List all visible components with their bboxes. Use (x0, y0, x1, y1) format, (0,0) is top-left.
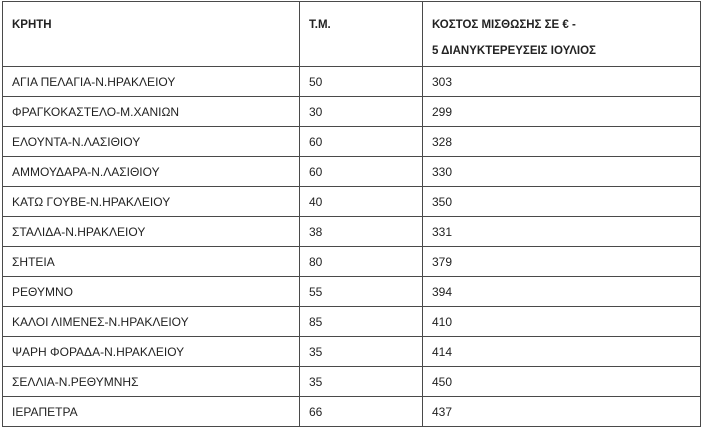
header-area-label: Τ.Μ. (309, 19, 331, 31)
header-region (3, 2, 300, 67)
cell-cost: 328 (423, 127, 701, 157)
cell-location: ΦΡΑΓΚΟΚΑΣΤΕΛΟ-Μ.ΧΑΝΙΩΝ (3, 97, 300, 127)
cell-sqm: 85 (300, 307, 423, 337)
cell-sqm: 50 (300, 67, 423, 97)
cell-location: ΣΕΛΛΙΑ-Ν.ΡΕΘΥΜΝΗΣ (3, 367, 300, 397)
cell-location: ΣΤΑΛΙΔΑ-Ν.ΗΡΑΚΛΕΙΟΥ (3, 217, 300, 247)
cell-cost: 350 (423, 187, 701, 217)
cell-location: ΚΑΤΩ ΓΟΥΒΕ-Ν.ΗΡΑΚΛΕΙΟΥ (3, 187, 300, 217)
table-row (3, 217, 701, 247)
cell-cost: 303 (423, 67, 701, 97)
table-row (3, 307, 701, 337)
cell-cost: 414 (423, 337, 701, 367)
cell-location: ΣΗΤΕΙΑ (3, 247, 300, 277)
cell-location: ΑΓΙΑ ΠΕΛΑΓΙΑ-Ν.ΗΡΑΚΛΕΙΟΥ (3, 67, 300, 97)
header-area (300, 2, 423, 67)
cell-location: ΚΑΛΟΙ ΛΙΜΕΝΕΣ-Ν.ΗΡΑΚΛΕΙΟΥ (3, 307, 300, 337)
cell-sqm: 60 (300, 127, 423, 157)
rental-cost-table (2, 1, 701, 427)
cell-sqm: 80 (300, 247, 423, 277)
cell-sqm: 60 (300, 157, 423, 187)
header-region-label: ΚΡΗΤΗ (12, 19, 52, 31)
header-cost (423, 2, 701, 67)
cell-cost: 450 (423, 367, 701, 397)
table-row (3, 247, 701, 277)
table-row (3, 157, 701, 187)
cell-location: ΕΛΟΥΝΤΑ-Ν.ΛΑΣΙΘΙΟΥ (3, 127, 300, 157)
cell-cost: 299 (423, 97, 701, 127)
cell-location: ΑΜΜΟΥΔΑΡΑ-Ν.ΛΑΣΙΘΙΟΥ (3, 157, 300, 187)
cell-cost: 331 (423, 217, 701, 247)
table-row (3, 187, 701, 217)
cell-sqm: 35 (300, 337, 423, 367)
table-row (3, 397, 701, 427)
cell-sqm: 38 (300, 217, 423, 247)
cell-location: ΡΕΘΥΜΝΟ (3, 277, 300, 307)
header-cost-line1: ΚΟΣΤΟΣ ΜΙΣΘΩΣΗΣ ΣΕ € - (432, 19, 576, 31)
table-row (3, 337, 701, 367)
cell-sqm: 66 (300, 397, 423, 427)
table-row (3, 127, 701, 157)
cell-sqm: 35 (300, 367, 423, 397)
table-row (3, 67, 701, 97)
table-row (3, 277, 701, 307)
cell-sqm: 40 (300, 187, 423, 217)
cell-cost: 394 (423, 277, 701, 307)
cell-location: ΙΕΡΑΠΕΤΡΑ (3, 397, 300, 427)
cell-cost: 379 (423, 247, 701, 277)
header-cost-line2: 5 ΔΙΑΝΥΚΤΕΡΕΥΣΕΙΣ ΙΟΥΛΙΟΣ (432, 45, 596, 57)
table-row (3, 367, 701, 397)
cell-location: ΨΑΡΗ ΦΟΡΑΔΑ-Ν.ΗΡΑΚΛΕΙΟΥ (3, 337, 300, 367)
table-header-row (3, 2, 701, 67)
cell-cost: 410 (423, 307, 701, 337)
cell-sqm: 30 (300, 97, 423, 127)
cell-sqm: 55 (300, 277, 423, 307)
table-row (3, 97, 701, 127)
cell-cost: 330 (423, 157, 701, 187)
cell-cost: 437 (423, 397, 701, 427)
